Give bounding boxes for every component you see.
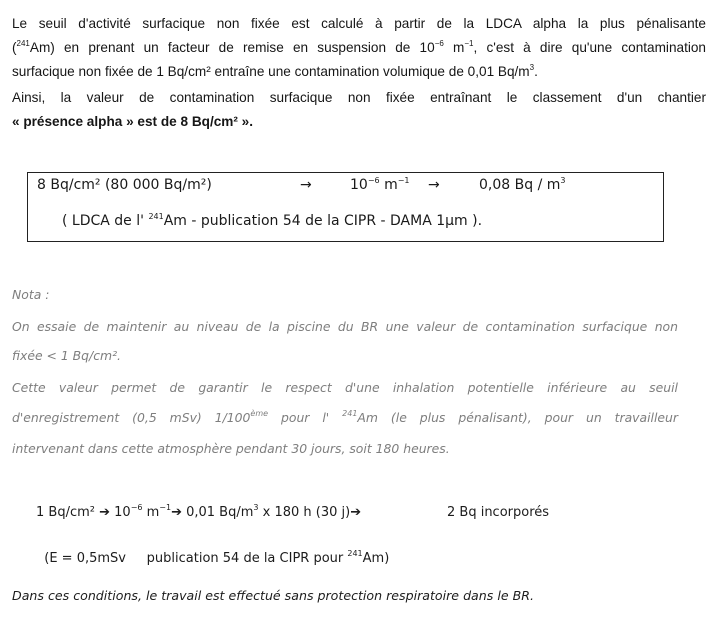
conclusion: Dans ces conditions, le travail est effectué sans protection respiratoire dans le BR.	[12, 588, 534, 603]
calc-line1: 1 Bq/cm² ➔ $10^{-6}$ $m^{-1}➔$ 0,01 $Bq/m^3$ x 180 h (30 j)➔	[36, 503, 362, 520]
formula-reference: ( LDCA de l' $^{241}$Am - publication 54 de la CIPR - DAMA 1µm ).	[62, 212, 483, 229]
nota-line1: On essaie de maintenir au niveau de la piscine du BR une valeur de contamination surfacique non	[12, 319, 678, 334]
para1-line3: surfacique non fixée de 1 Bq/cm² entraîne une contamination volumique de 0,01 $Bq/m^3$.	[12, 63, 538, 79]
arrow-icon-2: →	[428, 177, 440, 193]
formula-value-2: $10^{-6}$ $m^{-1}$	[350, 176, 410, 193]
nota-line2: fixée < 1 Bq/cm².	[12, 348, 121, 363]
nota-line5: intervenant dans cette atmosphère pendant 30 jours, soit 180 heures.	[12, 441, 450, 456]
para1-line5: « présence alpha » est de 8 Bq/cm² ».	[12, 114, 254, 129]
nota-title: Nota :	[12, 287, 50, 302]
nota-line4: d'enregistrement (0,5 mSv) 1/100ème pour l' $^{241}$Am (le plus pénalisant), pour un travailleur	[12, 409, 678, 425]
arrow-icon-1: →	[300, 177, 312, 193]
formula-value-1: 8 Bq/cm² (80 000 Bq/m²)	[37, 177, 212, 193]
formula-value-3: 0,08 Bq / $m^3$	[479, 176, 566, 193]
calc-result: 2 Bq incorporés	[447, 505, 550, 520]
para1-line4: Ainsi, la valeur de contamination surfacique non fixée entraînant le classement d'un chantier	[12, 90, 706, 105]
calc-line2: (E = 0,5mSv publication 54 de la CIPR pour $^{241}$Am)	[44, 549, 390, 566]
nota-line3: Cette valeur permet de garantir le respect d'une inhalation potentielle inférieure au seuil	[12, 380, 678, 395]
para1-line2: ($^{241}$Am) en prenant un facteur de remise en suspension de $10^{-6}$ $m^{-1}$, c'est à dire qu'une contamination	[12, 39, 706, 55]
para1-line1: Le seuil d'activité surfacique non fixée est calculé à partir de la LDCA alpha la plus pénalisante	[12, 16, 706, 31]
